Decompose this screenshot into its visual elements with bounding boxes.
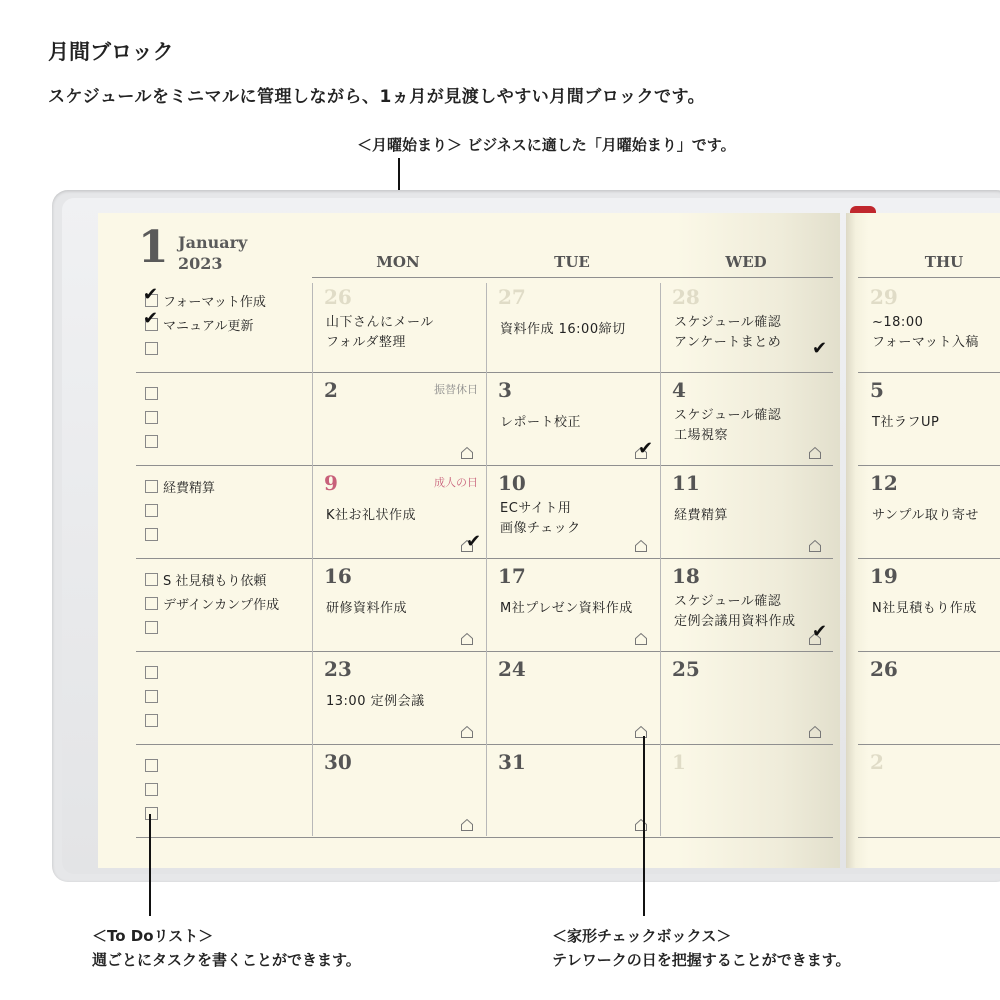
day-number: 23 [324,657,352,681]
day-cell[interactable] [858,465,1000,558]
house-checkbox-icon[interactable] [634,724,648,738]
day-number: 4 [672,378,686,402]
header-rule-right [858,277,1000,278]
check-mark-icon: ✔ [466,531,482,552]
schedule-note: サンプル取り寄せ [872,508,979,523]
day-header-tue: TUE [554,253,590,271]
day-header-mon: MON [376,253,420,271]
day-cell[interactable] [858,744,1000,837]
week-rule [136,837,833,838]
schedule-note: T社ラフUP [872,415,940,430]
day-cell[interactable] [312,744,484,837]
day-number: 9 [324,471,338,495]
schedule-note: 定例会議用資料作成 [674,614,796,629]
day-number: 31 [498,750,526,774]
callout-todo [92,924,361,972]
todo-checkbox[interactable] [145,435,158,448]
house-checkbox-icon[interactable] [808,724,822,738]
leader-line-todo [149,814,151,916]
todo-checkbox[interactable] [145,597,158,610]
callout-house [552,924,851,972]
schedule-note: 研修資料作成 [326,601,408,616]
day-cell[interactable] [486,372,658,465]
house-checkbox-icon[interactable] [460,631,474,645]
house-checkbox-icon[interactable] [460,817,474,831]
todo-checkbox[interactable] [145,480,158,493]
day-cell[interactable] [486,651,658,744]
day-cell[interactable] [486,465,658,558]
todo-checkbox[interactable] [145,714,158,727]
todo-item-text: S 社見積もり依頼 [163,574,267,589]
schedule-note: K社お礼状作成 [326,508,417,523]
schedule-note: N社見積もり作成 [872,601,977,616]
day-cell[interactable] [660,651,832,744]
todo-checkbox[interactable] [145,342,158,355]
todo-checkbox[interactable] [145,387,158,400]
todo-checkbox[interactable] [145,621,158,634]
todo-item-text: フォーマット作成 [163,295,266,310]
day-cell[interactable] [312,465,484,558]
schedule-note: アンケートまとめ [674,335,782,350]
schedule-note: スケジュール確認 [674,315,782,330]
day-number: 19 [870,564,898,588]
day-cell[interactable] [486,279,658,372]
day-number: 16 [324,564,352,588]
day-cell[interactable] [660,744,832,837]
schedule-note: スケジュール確認 [674,408,782,423]
day-cell[interactable] [858,372,1000,465]
day-cell[interactable] [660,279,832,372]
todo-checkbox[interactable] [145,759,158,772]
house-checkbox-icon[interactable] [460,445,474,459]
day-header-thu: THU [924,253,964,271]
schedule-note: ~18:00 [872,315,924,330]
callout-todo-title: ＜To Doリスト＞ [92,927,214,945]
schedule-note: 資料作成 16:00締切 [500,322,626,337]
schedule-note: 山下さんにメール [326,315,434,330]
callout-house-title: ＜家形チェックボックス＞ [552,927,732,945]
day-number: 27 [498,285,526,309]
month-name: January [178,233,248,252]
day-cell[interactable] [312,372,484,465]
leader-line-house [643,736,645,916]
day-number: 10 [498,471,526,495]
check-mark-icon: ✔ [812,621,828,642]
day-number: 25 [672,657,700,681]
schedule-note: 画像チェック [500,521,581,536]
day-number: 12 [870,471,898,495]
page-subtitle: スケジュールをミニマルに管理しながら、1ヵ月が見渡しやすい月間ブロックです。 [48,87,706,107]
todo-item-text: マニュアル更新 [163,319,254,334]
house-checkbox-icon[interactable] [634,631,648,645]
day-number: 3 [498,378,512,402]
day-cell[interactable] [486,558,658,651]
holiday-label: 成人の日 [434,476,478,489]
day-number: 11 [672,471,700,495]
day-cell[interactable] [486,744,658,837]
day-number: 18 [672,564,700,588]
schedule-note: 工場視察 [674,428,729,443]
day-number: 2 [324,378,338,402]
schedule-note: 経費精算 [674,508,729,523]
schedule-note: フォルダ整理 [326,335,406,350]
week-rule-right [858,837,1000,838]
schedule-note: 13:00 定例会議 [326,694,425,709]
schedule-note: ECサイト用 [500,501,572,516]
todo-checkbox[interactable] [145,807,158,820]
schedule-note: フォーマット入稿 [872,335,979,350]
day-number: 30 [324,750,352,774]
month-year: 2023 [178,254,223,273]
todo-checkbox[interactable] [145,783,158,796]
day-number: 2 [870,750,884,774]
todo-checkbox[interactable] [145,690,158,703]
header-rule [312,277,833,278]
day-cell[interactable] [858,279,1000,372]
todo-check-mark: ✔ [143,308,159,329]
day-cell[interactable] [660,465,832,558]
day-header-wed: WED [725,253,767,271]
day-number: 28 [672,285,700,309]
day-number: 24 [498,657,526,681]
house-checkbox-icon[interactable] [634,817,648,831]
day-cell[interactable] [660,558,832,651]
house-checkbox-icon[interactable] [808,538,822,552]
schedule-note: M社プレゼン資料作成 [500,601,633,616]
check-mark-icon: ✔ [812,338,828,359]
holiday-label: 振替休日 [434,383,478,396]
day-cell[interactable] [312,558,484,651]
day-cell[interactable] [312,651,484,744]
todo-checkbox[interactable] [145,666,158,679]
day-cell[interactable] [312,279,484,372]
todo-checkbox[interactable] [145,411,158,424]
callout-todo-desc: 週ごとにタスクを書くことができます。 [92,951,361,969]
day-number: 17 [498,564,526,588]
day-cell[interactable] [858,558,1000,651]
todo-checkbox[interactable] [145,573,158,586]
day-number: 26 [324,285,352,309]
schedule-note: スケジュール確認 [674,594,782,609]
house-checkbox-icon[interactable] [634,538,648,552]
day-number: 29 [870,285,898,309]
todo-item-text: 経費精算 [163,481,216,496]
todo-item-text: デザインカンプ作成 [163,598,280,613]
day-cell[interactable] [660,372,832,465]
callout-house-desc: テレワークの日を把握することができます。 [552,951,851,969]
callout-monday-start: ＜月曜始まり＞ ビジネスに適した「月曜始まり」です。 [357,136,736,154]
todo-checkbox[interactable] [145,528,158,541]
day-cell[interactable] [858,651,1000,744]
house-checkbox-icon[interactable] [808,445,822,459]
check-mark-icon: ✔ [638,438,654,459]
day-number: 1 [672,750,686,774]
schedule-note: レポート校正 [500,415,582,430]
house-checkbox-icon[interactable] [460,724,474,738]
month-number: 1 [138,222,169,273]
page-title: 月間ブロック [48,40,174,64]
todo-checkbox[interactable] [145,504,158,517]
todo-check-mark: ✔ [143,284,159,305]
day-number: 5 [870,378,884,402]
day-number: 26 [870,657,898,681]
